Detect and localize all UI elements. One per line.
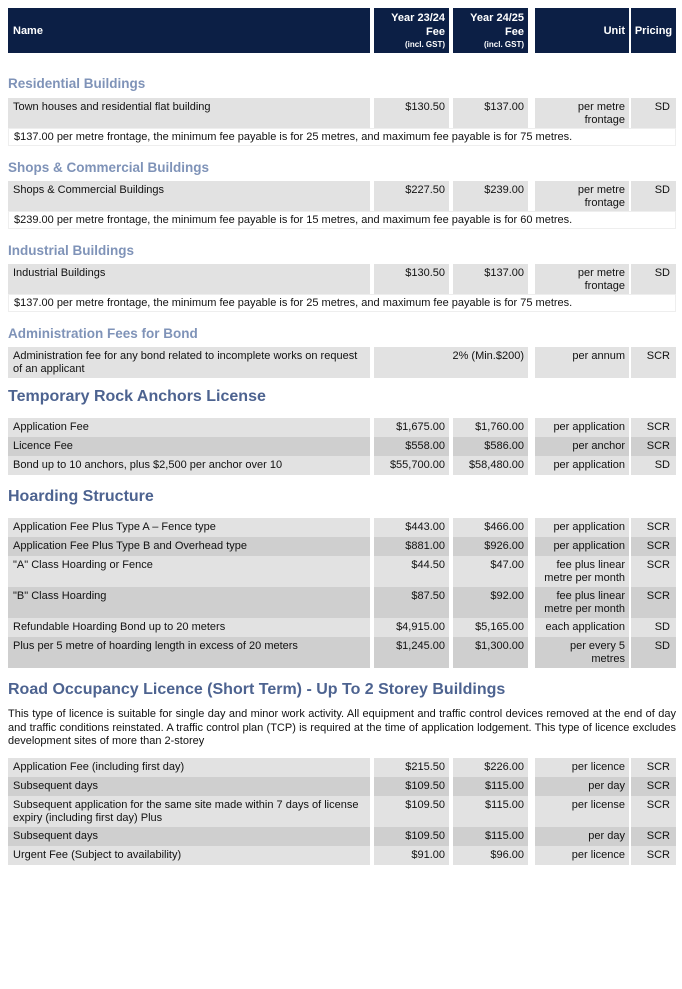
row-unit: per application	[535, 537, 629, 556]
section-title-rock-anchors: Temporary Rock Anchors License	[8, 388, 266, 405]
table-row	[8, 846, 676, 865]
section-title-shops: Shops & Commercial Buildings	[8, 160, 210, 175]
row-name: Town houses and residential flat building	[8, 98, 370, 128]
row-unit: per metre frontage	[535, 98, 629, 128]
table-row	[8, 437, 676, 456]
row-name: Administration fee for any bond related to incomplete works on request of an applicant	[8, 347, 370, 378]
header-year1	[374, 8, 449, 53]
row-pricing: SCR	[631, 827, 676, 846]
table-row	[8, 777, 676, 796]
row-unit: per application	[535, 518, 629, 537]
row-fee-2324: $55,700.00	[374, 456, 449, 475]
row-pricing: SD	[631, 618, 676, 637]
table-row	[8, 537, 676, 556]
table-row	[8, 98, 676, 128]
header-year1-line2: Fee	[426, 26, 445, 38]
header-year2-gst: (incl. GST)	[484, 40, 524, 49]
row-name: "B" Class Hoarding	[8, 587, 370, 618]
row-fee-2324: $44.50	[374, 556, 449, 587]
table-row	[8, 181, 676, 211]
row-fee-2324: $443.00	[374, 518, 449, 537]
header-name: Name	[8, 8, 370, 53]
row-name: Application Fee Plus Type A – Fence type	[8, 518, 370, 537]
table-row	[8, 347, 676, 378]
row-fee-2324: $558.00	[374, 437, 449, 456]
section-note: $137.00 per metre frontage, the minimum fee payable is for 25 metres, and maximum fee payable is for 75 metres.	[8, 294, 676, 312]
row-fee-2425: $586.00	[453, 437, 528, 456]
table-row	[8, 827, 676, 846]
row-unit: each application	[535, 618, 629, 637]
row-fee-2425: $96.00	[453, 846, 528, 865]
row-pricing: SCR	[631, 347, 676, 378]
row-unit: fee plus linear metre per month	[535, 587, 629, 618]
row-fee-2324: $109.50	[374, 796, 449, 827]
row-fee-2425: $137.00	[453, 264, 528, 294]
row-fee-2425: $115.00	[453, 827, 528, 846]
row-unit: per application	[535, 418, 629, 437]
row-name: "A" Class Hoarding or Fence	[8, 556, 370, 587]
row-fee-2324: $109.50	[374, 827, 449, 846]
row-unit: per day	[535, 827, 629, 846]
row-fee-2425: $5,165.00	[453, 618, 528, 637]
row-pricing: SCR	[631, 777, 676, 796]
row-fee-2425: $466.00	[453, 518, 528, 537]
table-row	[8, 758, 676, 777]
section-description: This type of licence is suitable for single day and minor work activity. All equipment and traffic control devices removed at the end of day and traffic conditions reinstated. A traffic control plan (TCP) is required at the time of application lodgement. This type of licence excludes development sites of more than 2-storey	[8, 708, 676, 747]
row-fee-2324: $130.50	[374, 98, 449, 128]
row-pricing: SD	[631, 637, 676, 668]
section-title-residential: Residential Buildings	[8, 76, 146, 91]
header-unit: Unit	[535, 8, 629, 53]
row-fee-2425: $1,760.00	[453, 418, 528, 437]
table-row	[8, 796, 676, 827]
row-fee-2425: $226.00	[453, 758, 528, 777]
row-name: Application Fee Plus Type B and Overhead type	[8, 537, 370, 556]
header-year2	[453, 8, 528, 53]
header-year2-line2: Fee	[505, 26, 524, 38]
row-name: Subsequent days	[8, 827, 370, 846]
header-year2-line1: Year 24/25	[470, 12, 524, 24]
row-pricing: SD	[631, 98, 676, 128]
row-name: Industrial Buildings	[8, 264, 370, 294]
row-pricing: SCR	[631, 437, 676, 456]
section-title-industrial: Industrial Buildings	[8, 243, 135, 258]
row-name: Refundable Hoarding Bond up to 20 meters	[8, 618, 370, 637]
row-fee-2324: $1,245.00	[374, 637, 449, 668]
row-unit: per day	[535, 777, 629, 796]
table-row	[8, 418, 676, 437]
header-year1-line1: Year 23/24	[391, 12, 445, 24]
row-fee-2425: $137.00	[453, 98, 528, 128]
table-header	[8, 8, 676, 53]
row-pricing: SCR	[631, 418, 676, 437]
row-fee-combined: 2% (Min.$200)	[374, 347, 528, 378]
row-fee-2324: $881.00	[374, 537, 449, 556]
table-row	[8, 618, 676, 637]
row-pricing: SCR	[631, 537, 676, 556]
row-fee-2425: $115.00	[453, 796, 528, 827]
section-title-admin-bond: Administration Fees for Bond	[8, 326, 198, 341]
section-note: $137.00 per metre frontage, the minimum fee payable is for 25 metres, and maximum fee payable is for 75 metres.	[8, 128, 676, 146]
row-fee-2425: $926.00	[453, 537, 528, 556]
row-unit: per metre frontage	[535, 264, 629, 294]
row-unit: per metre frontage	[535, 181, 629, 211]
row-pricing: SCR	[631, 846, 676, 865]
row-fee-2324: $87.50	[374, 587, 449, 618]
row-fee-2425: $58,480.00	[453, 456, 528, 475]
table-row	[8, 456, 676, 475]
row-unit: per anchor	[535, 437, 629, 456]
table-row	[8, 518, 676, 537]
row-fee-2324: $1,675.00	[374, 418, 449, 437]
row-name: Shops & Commercial Buildings	[8, 181, 370, 211]
row-fee-2324: $91.00	[374, 846, 449, 865]
row-name: Urgent Fee (Subject to availability)	[8, 846, 370, 865]
fee-schedule-page	[8, 8, 676, 865]
header-year1-gst: (incl. GST)	[405, 40, 445, 49]
row-unit: per license	[535, 796, 629, 827]
row-pricing: SCR	[631, 758, 676, 777]
row-pricing: SD	[631, 456, 676, 475]
row-name: Application Fee (including first day)	[8, 758, 370, 777]
row-unit: per licence	[535, 758, 629, 777]
row-unit: fee plus linear metre per month	[535, 556, 629, 587]
row-name: Subsequent application for the same site made within 7 days of license expiry (including first day) Plus	[8, 796, 370, 827]
table-row	[8, 556, 676, 587]
row-unit: per annum	[535, 347, 629, 378]
row-name: Subsequent days	[8, 777, 370, 796]
row-pricing: SCR	[631, 518, 676, 537]
row-unit: per application	[535, 456, 629, 475]
row-unit: per every 5 metres	[535, 637, 629, 668]
table-row	[8, 264, 676, 294]
table-row	[8, 587, 676, 618]
row-fee-2324: $227.50	[374, 181, 449, 211]
row-unit: per licence	[535, 846, 629, 865]
row-fee-2425: $92.00	[453, 587, 528, 618]
row-fee-2425: $115.00	[453, 777, 528, 796]
header-pricing: Pricing	[631, 8, 676, 53]
row-pricing: SCR	[631, 556, 676, 587]
row-name: Application Fee	[8, 418, 370, 437]
section-title-road-occupancy: Road Occupancy Licence (Short Term) - Up To 2 Storey Buildings	[8, 681, 506, 698]
table-row	[8, 637, 676, 668]
row-fee-2425: $239.00	[453, 181, 528, 211]
row-fee-2324: $109.50	[374, 777, 449, 796]
row-pricing: SD	[631, 264, 676, 294]
row-name: Licence Fee	[8, 437, 370, 456]
section-title-hoarding: Hoarding Structure	[8, 488, 154, 505]
row-fee-2324: $215.50	[374, 758, 449, 777]
row-pricing: SCR	[631, 796, 676, 827]
row-fee-2425: $47.00	[453, 556, 528, 587]
row-pricing: SCR	[631, 587, 676, 618]
row-name: Plus per 5 metre of hoarding length in excess of 20 meters	[8, 637, 370, 668]
row-fee-2324: $4,915.00	[374, 618, 449, 637]
section-note: $239.00 per metre frontage, the minimum fee payable is for 15 metres, and maximum fee payable is for 60 metres.	[8, 211, 676, 229]
row-fee-2324: $130.50	[374, 264, 449, 294]
row-name: Bond up to 10 anchors, plus $2,500 per anchor over 10	[8, 456, 370, 475]
row-fee-2425: $1,300.00	[453, 637, 528, 668]
row-pricing: SD	[631, 181, 676, 211]
